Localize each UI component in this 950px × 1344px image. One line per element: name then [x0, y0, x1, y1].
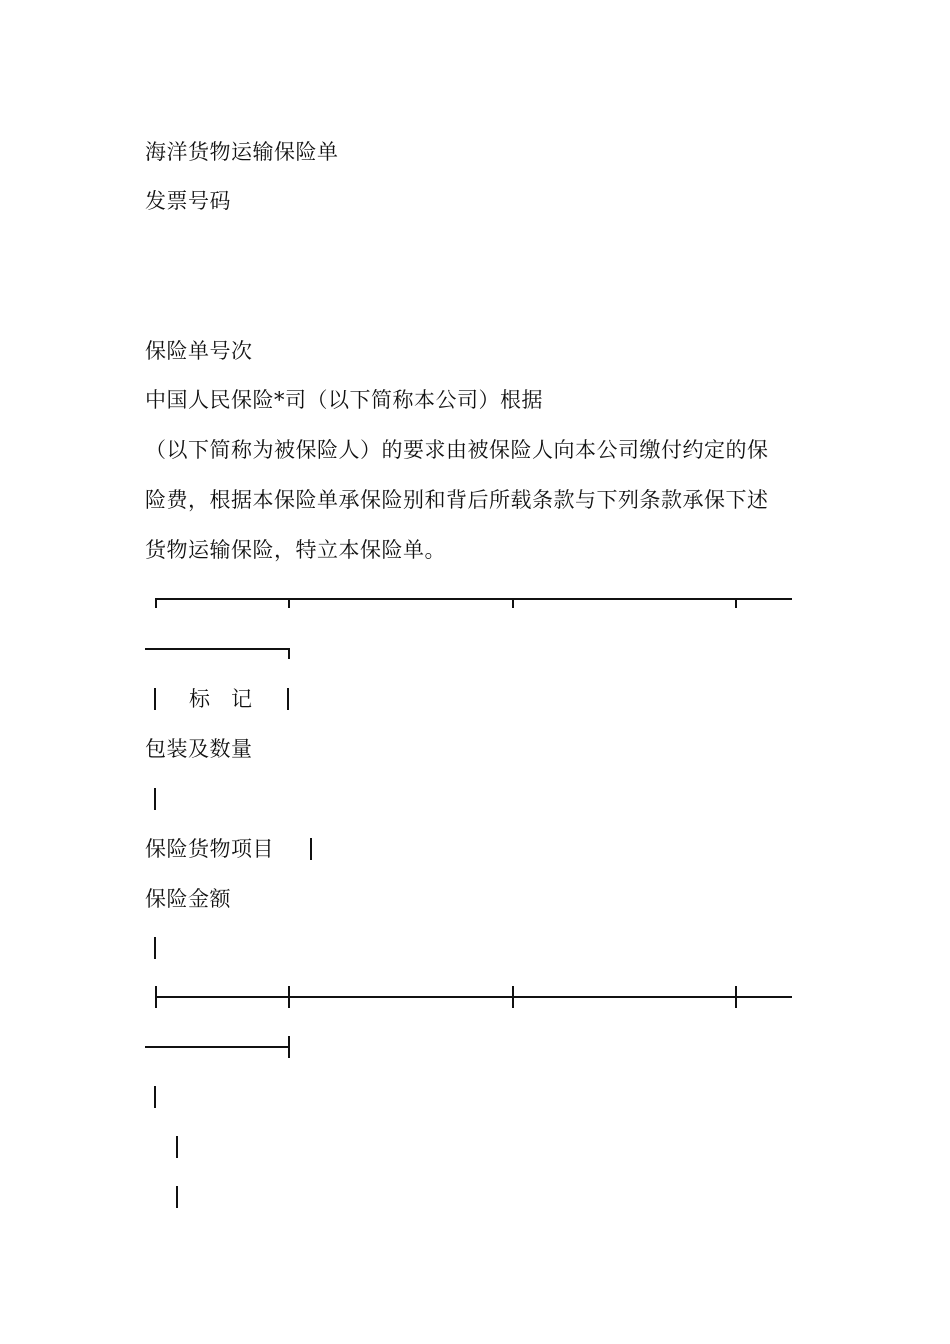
intro-line-1: 中国人民保险*司（以下简称本公司）根据: [145, 388, 543, 412]
table-mid-rule-wrap: [145, 1046, 290, 1048]
table-top-tick-1: [288, 598, 290, 608]
table-mid-junction-left: [155, 986, 157, 1008]
table-mid-junction-1: [288, 986, 290, 1008]
column-header-goods: 保险货物项目: [145, 837, 274, 861]
table-col-divider-1: [287, 688, 289, 710]
intro-line-3: 险费，根据本保险单承保险别和背后所载条款与下列条款承保下述: [145, 488, 769, 512]
intro-line-2: （以下简称为被保险人）的要求由被保险人向本公司缴付约定的保: [145, 438, 769, 462]
table-mid-rule: [155, 996, 792, 998]
table-body-divider-2: [176, 1186, 178, 1208]
table-col-divider-2: [154, 788, 156, 810]
table-mid-junction-2: [512, 986, 514, 1008]
column-header-marks: 标 记: [189, 687, 252, 711]
intro-line-4: 货物运输保险，特立本保险单。: [145, 538, 446, 562]
table-mid-junction-3: [735, 986, 737, 1008]
table-top-rule: [155, 598, 792, 600]
table-top-corner-left: [155, 598, 157, 608]
table-mid-junction-right: [288, 1036, 290, 1058]
table-left-border: [154, 688, 156, 710]
table-top-rule-wrap: [145, 648, 290, 650]
policy-number-label: 保险单号次: [145, 339, 253, 363]
table-body-left-border: [154, 1086, 156, 1108]
table-top-tick-2: [512, 598, 514, 608]
invoice-number-label: 发票号码: [145, 189, 231, 213]
table-top-tick-3: [735, 598, 737, 608]
table-right-border: [154, 937, 156, 959]
column-header-packing: 包装及数量: [145, 737, 253, 761]
table-body-divider-1: [176, 1136, 178, 1158]
table-top-corner-right: [288, 648, 290, 659]
column-header-amount: 保险金额: [145, 887, 231, 911]
table-col-divider-3: [310, 838, 312, 860]
document-title: 海洋货物运输保险单: [145, 140, 339, 164]
